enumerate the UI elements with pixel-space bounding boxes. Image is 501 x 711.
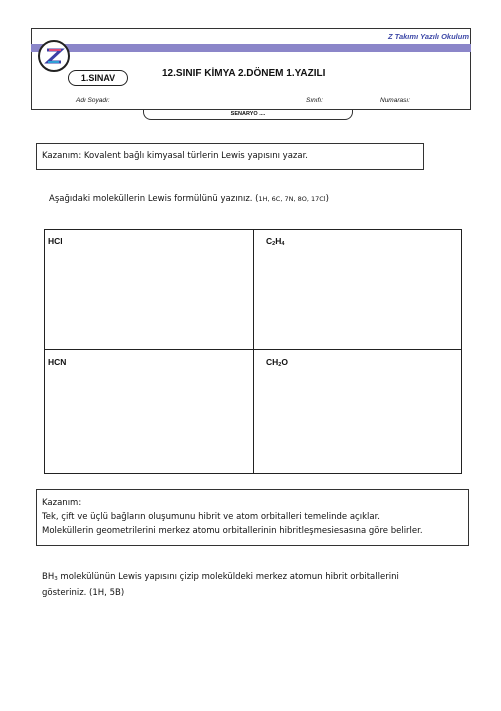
learning-outcome-1: Kazanım: Kovalent bağlı kimyasal türlerin Lewis yapısını yazar. [36,143,424,170]
outcome-2-line-1: Tek, çift ve üçlü bağların oluşumunu hibrit ve atom orbitalleri temelinde açıklar. [42,512,380,522]
exam-number: 1.SINAV [68,70,128,86]
outcome-2-line-2: Moleküllerin geometrilerini merkez atomu orbitallerinin hibritleşmesiesasına göre belirler. [42,526,423,536]
number-label: Numarası: [380,97,410,104]
name-label: Adı Soyadı: [76,97,110,104]
cell-c2h4-label: $C_2H_4$ [266,236,285,247]
cell-ch2o-label: $CH_2O$ [266,357,288,368]
question-2: $BH_3$ molekülünün Lewis yapısını çizip moleküldeki merkez atomun hibrit orbitallerini gösteriniz. (1H, 5B) [42,570,442,600]
cell-hcl-label: HCl [48,236,63,246]
question-1-atoms: 1H, 6C, 7N, 8O, 17Cl [258,195,326,203]
question-1 [49,194,329,204]
question-1-close: ) [325,194,329,204]
question-1-text: Aşağıdaki moleküllerin Lewis formülünü yazınız. ( [49,194,259,204]
outcome-2-title: Kazanım: [42,498,82,508]
grid-divider-vertical [253,229,254,474]
school-name: Z Takımı Yazılı Okulum [388,32,469,41]
question-2-line-2: gösteriniz. (1H, 5B) [42,587,125,598]
cell-hcn-label: HCN [48,357,67,367]
scenario-label: SENARYO .... [143,109,353,120]
learning-outcome-2 [36,489,469,546]
class-label: Sınıfı: [306,97,323,104]
grid-divider-horizontal [44,349,462,350]
header-band [31,44,471,52]
exam-title: 12.SINIF KİMYA 2.DÖNEM 1.YAZILI [162,68,326,79]
school-logo-icon [38,40,70,72]
